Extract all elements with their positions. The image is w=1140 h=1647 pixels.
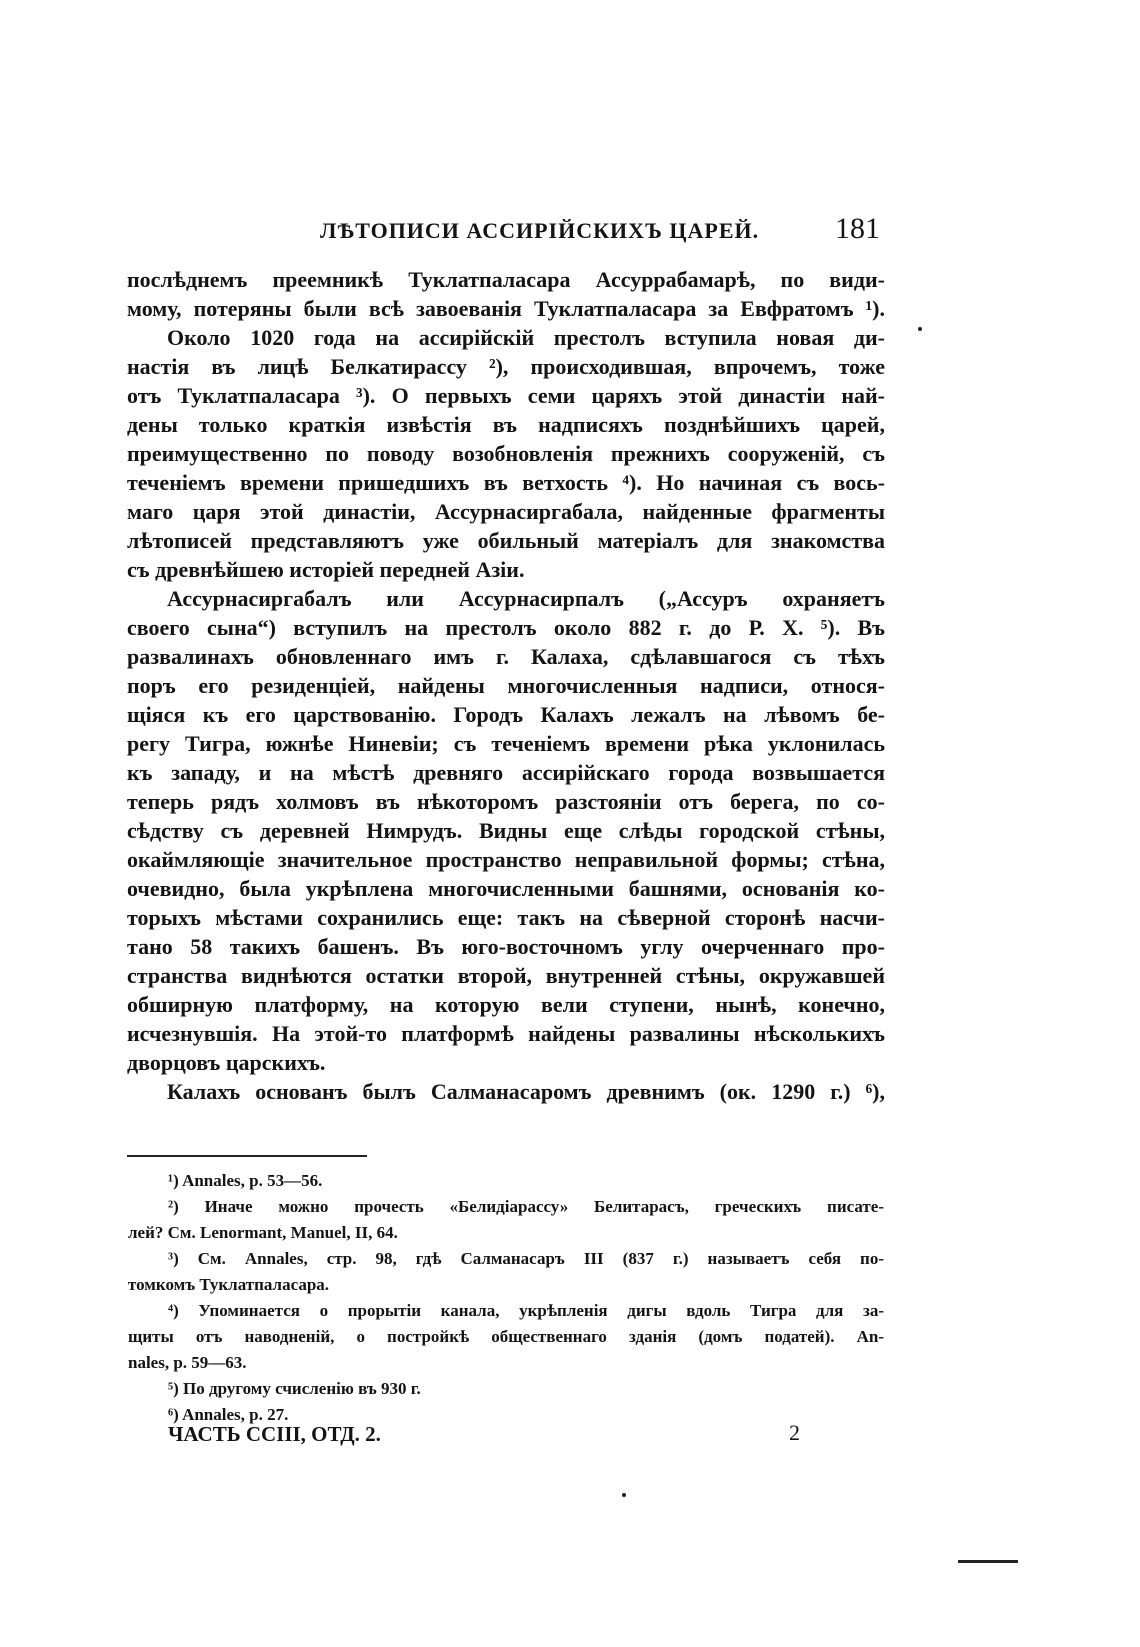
text-line: странства виднѣются остатки второй, внутренней стѣны, окружавшей: [127, 963, 885, 988]
text-line: дены только краткія извѣстія въ надписяхъ позднѣйшихъ царей,: [127, 412, 885, 437]
footnote-2: ²) Иначе можно прочесть «Белидіарассу» Белитарасъ, греческихъ писате-: [168, 1197, 884, 1216]
text-line: мому, потеряны были всѣ завоеванія Туклатпаласара за Евфратомъ ¹).: [127, 296, 885, 321]
footnote-3: ³) См. Annales, стр. 98, гдѣ Салманасаръ III (837 г.) называетъ себя по-: [168, 1249, 884, 1268]
text-line: поръ его резиденціей, найдены многочисленныя надписи, относя-: [127, 673, 885, 698]
text-line: торыхъ мѣстами сохранились еще: такъ на сѣверной сторонѣ насчи-: [127, 905, 885, 930]
print-streak: [958, 1560, 1018, 1563]
text-line: очевидно, была укрѣплена многочисленными башнями, основанія ко-: [127, 876, 885, 901]
paragraph-start-line: Калахъ основанъ былъ Салманасаромъ древнимъ (ок. 1290 г.) ⁶),: [167, 1079, 885, 1104]
text-line: послѣднемъ преемникѣ Туклатпаласара Ассуррабамарѣ, по види-: [127, 267, 885, 292]
paragraph-start-line: Около 1020 года на ассирійскій престолъ вступила новая ди-: [167, 325, 885, 350]
text-line: своего сына“) вступилъ на престолъ около 882 г. до Р. Х. ⁵). Въ: [127, 615, 885, 640]
header-title: ЛѢТОПИСИ АССИРІЙСКИХЪ ЦАРЕЙ.: [320, 218, 760, 243]
print-speck: [918, 327, 922, 331]
footnote-5: ⁵) По другому счисленію въ 930 г.: [168, 1379, 421, 1398]
text-line: обширную платформу, на которую вели ступени, нынѣ, конечно,: [127, 992, 885, 1017]
footnote-3-continuation: томкомъ Туклатпаласара.: [128, 1275, 330, 1294]
footnote-1: ¹) Annales, p. 53—56.: [168, 1171, 323, 1190]
footnote-4: ⁴) Упоминается о прорытіи канала, укрѣпленія дигы вдоль Тигра для за-: [168, 1301, 884, 1320]
text-line: тано 58 такихъ башенъ. Въ юго-восточномъ углу очерченнаго про-: [127, 934, 885, 959]
text-line: щіяся къ его царствованію. Городъ Калахъ лежалъ на лѣвомъ бе-: [127, 702, 885, 727]
paragraph-end-line: дворцовъ царскихъ.: [127, 1050, 326, 1075]
text-line: лѣтописей представляютъ уже обильный матеріалъ для знакомства: [127, 528, 885, 553]
footnote-rule: [127, 1155, 367, 1157]
print-speck: [622, 1493, 626, 1497]
text-line: отъ Туклатпаласара ³). О первыхъ семи царяхъ этой династіи най-: [127, 383, 885, 408]
footnote-4-continuation: nales, p. 59—63.: [128, 1353, 247, 1372]
text-line: теченіемъ времени пришедшихъ въ ветхость ⁴). Но начиная съ вось-: [127, 470, 885, 495]
paragraph-end-line: съ древнѣйшею исторіей передней Азіи.: [127, 557, 525, 582]
text-line: сѣдству съ деревней Нимрудъ. Видны еще слѣды городской стѣны,: [127, 818, 885, 843]
printer-signature: ЧАСТЬ CCIII, ОТД. 2.: [168, 1422, 381, 1446]
text-line: окаймляющіе значительное пространство неправильной формы; стѣна,: [127, 847, 885, 872]
page-number: 181: [835, 212, 880, 245]
text-line: теперь рядъ холмовъ въ нѣкоторомъ разстояніи отъ берега, по со-: [127, 789, 885, 814]
text-line: исчезнувшія. На этой-то платформѣ найдены развалины нѣсколькихъ: [127, 1021, 885, 1046]
text-line: регу Тигра, южнѣе Ниневіи; съ теченіемъ времени рѣка уклонилась: [127, 731, 885, 756]
text-line: настія въ лицѣ Белкатирассу ²), происходившая, впрочемъ, тоже: [127, 354, 885, 379]
running-header: [120, 212, 880, 252]
footnote-4-continuation: щиты отъ наводненій, о постройкѣ общественнаго зданія (домъ податей). An-: [128, 1327, 884, 1346]
footnotes: [128, 1168, 884, 1428]
text-line: къ западу, и на мѣстѣ древняго ассирійскаго города возвышается: [127, 760, 885, 785]
body-text: [127, 265, 885, 1106]
footnote-6: ⁶) Annales, p. 27.: [168, 1405, 289, 1424]
text-line: преимущественно по поводу возобновленія прежнихъ сооруженій, съ: [127, 441, 885, 466]
footnote-2-continuation: лей? См. Lenormant, Manuel, II, 64.: [128, 1223, 398, 1242]
text-line: развалинахъ обновленнаго имъ г. Калаха, сдѣлавшагося съ тѣхъ: [127, 644, 885, 669]
text-line: маго царя этой династіи, Ассурнасиргабала, найденные фрагменты: [127, 499, 885, 524]
paragraph-start-line: Ассурнасиргабалъ или Ассурнасирпалъ („Ассуръ охраняетъ: [167, 586, 885, 611]
sheet-number: 2: [789, 1420, 800, 1445]
